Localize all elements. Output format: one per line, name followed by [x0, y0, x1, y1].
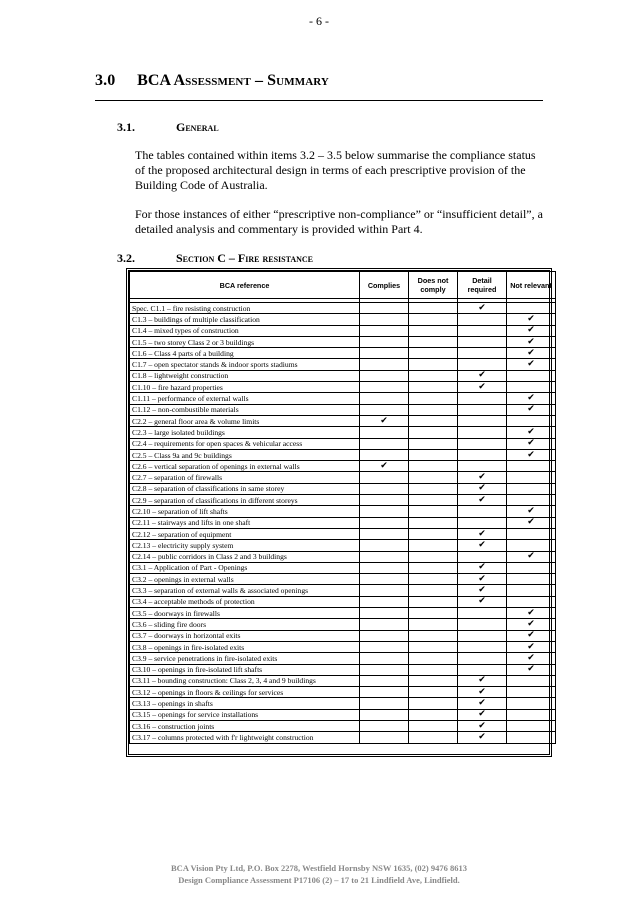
status-cell-detail: [458, 495, 507, 506]
table-row: [130, 495, 556, 506]
bca-reference-cell: C2.10 – separation of lift shafts: [130, 506, 360, 517]
status-cell-complies: [360, 348, 409, 359]
table-row: [130, 574, 556, 585]
checkmark-icon: ✔: [478, 698, 486, 709]
checkmark-icon: ✔: [527, 438, 535, 449]
column-header-detail-required: Detail required: [458, 272, 507, 299]
status-cell-does-not-comply: [409, 461, 458, 472]
status-cell-detail: [458, 551, 507, 562]
checkmark-icon: ✔: [527, 517, 535, 528]
status-cell-does-not-comply: [409, 438, 458, 449]
checkmark-icon: ✔: [478, 381, 486, 392]
bca-reference-cell: C1.12 – non-combustible materials: [130, 404, 360, 415]
status-cell-detail: [458, 449, 507, 460]
status-cell-complies: [360, 449, 409, 460]
status-cell-detail: [458, 517, 507, 528]
status-cell-detail: [458, 720, 507, 731]
table-row: [130, 528, 556, 539]
status-cell-does-not-comply: [409, 348, 458, 359]
table-row: [130, 585, 556, 596]
status-cell-not-relevant: [507, 664, 556, 675]
status-cell-does-not-comply: [409, 336, 458, 347]
status-cell-not-relevant: [507, 303, 556, 314]
status-cell-complies: [360, 574, 409, 585]
table-row: [130, 675, 556, 686]
status-cell-detail: [458, 325, 507, 336]
status-cell-detail: [458, 540, 507, 551]
status-cell-does-not-comply: [409, 540, 458, 551]
status-cell-does-not-comply: [409, 562, 458, 573]
status-cell-complies: [360, 472, 409, 483]
status-cell-does-not-comply: [409, 687, 458, 698]
checkmark-icon: ✔: [527, 347, 535, 358]
status-cell-detail: [458, 675, 507, 686]
general-paragraph-2: For those instances of either “prescriptive non-compliance” or “insufficient detail”, a detailed analysis and commentary is provided within Part 4.: [135, 207, 543, 236]
checkmark-icon: ✔: [478, 528, 486, 539]
checkmark-icon: ✔: [527, 404, 535, 415]
table-row: [130, 382, 556, 393]
status-cell-does-not-comply: [409, 720, 458, 731]
status-cell-not-relevant: [507, 698, 556, 709]
subsection-general-number: 3.1.: [117, 120, 135, 134]
status-cell-does-not-comply: [409, 382, 458, 393]
status-cell-not-relevant: [507, 348, 556, 359]
table-row: [130, 438, 556, 449]
status-cell-detail: [458, 348, 507, 359]
status-cell-detail: [458, 303, 507, 314]
table-row: [130, 596, 556, 607]
bca-reference-cell: C1.11 – performance of external walls: [130, 393, 360, 404]
status-cell-complies: [360, 664, 409, 675]
column-header-not-relevant: Not relevant: [507, 272, 556, 299]
status-cell-complies: [360, 382, 409, 393]
bca-reference-cell: C2.8 – separation of classifications in same storey: [130, 483, 360, 494]
bca-reference-cell: C2.13 – electricity supply system: [130, 540, 360, 551]
status-cell-complies: [360, 528, 409, 539]
checkmark-icon: ✔: [527, 313, 535, 324]
bca-reference-cell: C2.11 – stairways and lifts in one shaft: [130, 517, 360, 528]
column-header-does-not-comply: Does not comply: [409, 272, 458, 299]
status-cell-does-not-comply: [409, 698, 458, 709]
table-row: [130, 506, 556, 517]
status-cell-not-relevant: [507, 619, 556, 630]
table-row: [130, 303, 556, 314]
status-cell-does-not-comply: [409, 415, 458, 426]
bca-reference-cell: C3.2 – openings in external walls: [130, 574, 360, 585]
checkmark-icon: ✔: [478, 302, 486, 313]
checkmark-icon: ✔: [527, 551, 535, 562]
table-row: [130, 619, 556, 630]
checkmark-icon: ✔: [478, 472, 486, 483]
status-cell-complies: [360, 551, 409, 562]
status-cell-detail: [458, 314, 507, 325]
status-cell-detail: [458, 608, 507, 619]
footer-line-2: Design Compliance Assessment P17106 (2) – 17 to 21 Lindfield Ave, Lindfield.: [178, 875, 460, 885]
status-cell-not-relevant: [507, 687, 556, 698]
bca-reference-cell: C2.12 – separation of equipment: [130, 528, 360, 539]
status-cell-not-relevant: [507, 574, 556, 585]
checkmark-icon: ✔: [380, 415, 388, 426]
table-row: [130, 540, 556, 551]
status-cell-not-relevant: [507, 630, 556, 641]
checkmark-icon: ✔: [478, 709, 486, 720]
status-cell-not-relevant: [507, 596, 556, 607]
status-cell-not-relevant: [507, 393, 556, 404]
status-cell-does-not-comply: [409, 314, 458, 325]
status-cell-does-not-comply: [409, 325, 458, 336]
bca-reference-cell: C3.8 – openings in fire-isolated exits: [130, 641, 360, 652]
bca-reference-cell: C2.7 – separation of firewalls: [130, 472, 360, 483]
checkmark-icon: ✔: [380, 460, 388, 471]
checkmark-icon: ✔: [478, 370, 486, 381]
checkmark-icon: ✔: [478, 539, 486, 550]
table-row: [130, 551, 556, 562]
subsection-fire-resistance-title: Section C – Fire resistance: [176, 251, 313, 265]
table-row: [130, 393, 556, 404]
status-cell-does-not-comply: [409, 359, 458, 370]
status-cell-not-relevant: [507, 314, 556, 325]
status-cell-complies: [360, 585, 409, 596]
checkmark-icon: ✔: [527, 505, 535, 516]
status-cell-does-not-comply: [409, 370, 458, 381]
subsection-general-heading: [117, 120, 219, 135]
status-cell-not-relevant: [507, 483, 556, 494]
table-row: [130, 517, 556, 528]
status-cell-detail: [458, 336, 507, 347]
status-cell-complies: [360, 619, 409, 630]
status-cell-not-relevant: [507, 709, 556, 720]
status-cell-complies: [360, 687, 409, 698]
status-cell-detail: [458, 483, 507, 494]
status-cell-complies: [360, 596, 409, 607]
status-cell-complies: [360, 393, 409, 404]
status-cell-complies: [360, 698, 409, 709]
status-cell-does-not-comply: [409, 619, 458, 630]
status-cell-does-not-comply: [409, 653, 458, 664]
status-cell-detail: [458, 619, 507, 630]
status-cell-does-not-comply: [409, 495, 458, 506]
status-cell-detail: [458, 585, 507, 596]
checkmark-icon: ✔: [478, 573, 486, 584]
status-cell-complies: [360, 404, 409, 415]
status-cell-complies: [360, 370, 409, 381]
bca-reference-cell: C1.4 – mixed types of construction: [130, 325, 360, 336]
status-cell-complies: [360, 540, 409, 551]
status-cell-not-relevant: [507, 461, 556, 472]
table-row: [130, 653, 556, 664]
fire-resistance-table: [126, 268, 552, 757]
subsection-general-title: General: [176, 120, 219, 134]
bca-reference-cell: C3.11 – bounding construction: Class 2, 3, 4 and 9 buildings: [130, 675, 360, 686]
status-cell-does-not-comply: [409, 574, 458, 585]
table-row: [130, 359, 556, 370]
status-cell-complies: [360, 517, 409, 528]
status-cell-not-relevant: [507, 562, 556, 573]
status-cell-not-relevant: [507, 517, 556, 528]
checkmark-icon: ✔: [527, 426, 535, 437]
status-cell-complies: [360, 461, 409, 472]
section-heading: [95, 72, 329, 90]
checkmark-icon: ✔: [478, 596, 486, 607]
status-cell-complies: [360, 438, 409, 449]
status-cell-not-relevant: [507, 415, 556, 426]
status-cell-not-relevant: [507, 359, 556, 370]
status-cell-not-relevant: [507, 641, 556, 652]
bca-reference-cell: C3.7 – doorways in horizontal exits: [130, 630, 360, 641]
status-cell-not-relevant: [507, 732, 556, 743]
status-cell-complies: [360, 630, 409, 641]
bca-reference-cell: C3.15 – openings for service installations: [130, 709, 360, 720]
status-cell-not-relevant: [507, 449, 556, 460]
checkmark-icon: ✔: [527, 664, 535, 675]
column-header-complies: Complies: [360, 272, 409, 299]
status-cell-not-relevant: [507, 427, 556, 438]
status-cell-not-relevant: [507, 404, 556, 415]
status-cell-not-relevant: [507, 585, 556, 596]
status-cell-not-relevant: [507, 720, 556, 731]
status-cell-detail: [458, 370, 507, 381]
status-cell-does-not-comply: [409, 585, 458, 596]
bca-reference-cell: C3.6 – sliding fire doors: [130, 619, 360, 630]
status-cell-complies: [360, 495, 409, 506]
status-cell-detail: [458, 427, 507, 438]
bca-reference-cell: C3.12 – openings in floors & ceilings for services: [130, 687, 360, 698]
bca-reference-cell: C3.10 – openings in fire-isolated lift shafts: [130, 664, 360, 675]
bca-reference-cell: C2.9 – separation of classifications in different storeys: [130, 495, 360, 506]
bca-reference-cell: C3.4 – acceptable methods of protection: [130, 596, 360, 607]
bca-reference-cell: C1.5 – two storey Class 2 or 3 buildings: [130, 336, 360, 347]
status-cell-detail: [458, 630, 507, 641]
table-row: [130, 415, 556, 426]
status-cell-complies: [360, 641, 409, 652]
section-heading-title: BCA Assessment – Summary: [137, 72, 329, 89]
status-cell-not-relevant: [507, 528, 556, 539]
bca-reference-cell: C1.6 – Class 4 parts of a building: [130, 348, 360, 359]
checkmark-icon: ✔: [478, 562, 486, 573]
status-cell-not-relevant: [507, 495, 556, 506]
status-cell-does-not-comply: [409, 449, 458, 460]
table-row: [130, 709, 556, 720]
checkmark-icon: ✔: [527, 641, 535, 652]
checkmark-icon: ✔: [527, 336, 535, 347]
table-body: [130, 303, 556, 744]
bca-reference-cell: C3.3 – separation of external walls & associated openings: [130, 585, 360, 596]
table-row: [130, 641, 556, 652]
status-cell-does-not-comply: [409, 551, 458, 562]
status-cell-does-not-comply: [409, 472, 458, 483]
checkmark-icon: ✔: [527, 359, 535, 370]
bca-reference-cell: C3.9 – service penetrations in fire-isolated exits: [130, 653, 360, 664]
checkmark-icon: ✔: [478, 720, 486, 731]
status-cell-detail: [458, 472, 507, 483]
bca-reference-cell: C2.2 – general floor area & volume limits: [130, 415, 360, 426]
checkmark-icon: ✔: [527, 652, 535, 663]
status-cell-complies: [360, 325, 409, 336]
bca-reference-cell: C3.13 – openings in shafts: [130, 698, 360, 709]
table-row: [130, 687, 556, 698]
status-cell-detail: [458, 709, 507, 720]
status-cell-complies: [360, 336, 409, 347]
status-cell-complies: [360, 653, 409, 664]
table-row: [130, 698, 556, 709]
bca-reference-cell: C1.10 – fire hazard properties: [130, 382, 360, 393]
status-cell-detail: [458, 574, 507, 585]
status-cell-does-not-comply: [409, 483, 458, 494]
status-cell-does-not-comply: [409, 664, 458, 675]
status-cell-detail: [458, 438, 507, 449]
heading-rule: [95, 100, 543, 101]
status-cell-does-not-comply: [409, 404, 458, 415]
checkmark-icon: ✔: [527, 393, 535, 404]
status-cell-not-relevant: [507, 653, 556, 664]
status-cell-complies: [360, 562, 409, 573]
table-row: [130, 562, 556, 573]
status-cell-complies: [360, 415, 409, 426]
table-row: [130, 732, 556, 743]
status-cell-detail: [458, 596, 507, 607]
bca-reference-cell: C2.4 – requirements for open spaces & vehicular access: [130, 438, 360, 449]
checkmark-icon: ✔: [478, 483, 486, 494]
bca-reference-cell: C1.7 – open spectator stands & indoor sports stadiums: [130, 359, 360, 370]
table-header-row: [130, 272, 556, 299]
page-number: - 6 -: [309, 14, 329, 28]
status-cell-not-relevant: [507, 675, 556, 686]
checkmark-icon: ✔: [527, 607, 535, 618]
section-heading-number: 3.0: [95, 72, 116, 89]
bca-reference-cell: C3.17 – columns protected with f'r lightweight construction: [130, 732, 360, 743]
status-cell-detail: [458, 382, 507, 393]
bca-reference-cell: C1.8 – lightweight construction: [130, 370, 360, 381]
table-row: [130, 325, 556, 336]
status-cell-complies: [360, 720, 409, 731]
status-cell-does-not-comply: [409, 709, 458, 720]
table-row: [130, 472, 556, 483]
checkmark-icon: ✔: [478, 731, 486, 742]
column-header-bca-reference: BCA reference: [130, 272, 360, 299]
status-cell-detail: [458, 653, 507, 664]
status-cell-does-not-comply: [409, 303, 458, 314]
general-paragraph-1: The tables contained within items 3.2 – 3.5 below summarise the compliance status of the proposed architectural design in terms of each prescriptive provision of the Building Code of Australia.: [135, 148, 536, 192]
status-cell-complies: [360, 732, 409, 743]
table-row: [130, 314, 556, 325]
table-row: [130, 483, 556, 494]
subsection-fire-resistance-heading: [117, 251, 313, 266]
checkmark-icon: ✔: [527, 449, 535, 460]
table-row: [130, 449, 556, 460]
status-cell-does-not-comply: [409, 732, 458, 743]
table-row: [130, 427, 556, 438]
bca-reference-cell: C3.5 – doorways in firewalls: [130, 608, 360, 619]
status-cell-complies: [360, 314, 409, 325]
bca-reference-cell: C2.6 – vertical separation of openings in external walls: [130, 461, 360, 472]
status-cell-does-not-comply: [409, 427, 458, 438]
subsection-fire-resistance-number: 3.2.: [117, 251, 135, 265]
table-row: [130, 348, 556, 359]
table-row: [130, 370, 556, 381]
table-row: [130, 608, 556, 619]
status-cell-not-relevant: [507, 370, 556, 381]
status-cell-complies: [360, 506, 409, 517]
status-cell-does-not-comply: [409, 506, 458, 517]
status-cell-not-relevant: [507, 551, 556, 562]
bca-reference-cell: C3.16 – construction joints: [130, 720, 360, 731]
status-cell-complies: [360, 675, 409, 686]
checkmark-icon: ✔: [478, 686, 486, 697]
table-row: [130, 461, 556, 472]
status-cell-complies: [360, 608, 409, 619]
status-cell-not-relevant: [507, 472, 556, 483]
status-cell-detail: [458, 664, 507, 675]
status-cell-does-not-comply: [409, 517, 458, 528]
footer-line-1: BCA Vision Pty Ltd, P.O. Box 2278, Westfield Hornsby NSW 1635, (02) 9476 8613: [171, 863, 467, 873]
status-cell-does-not-comply: [409, 393, 458, 404]
bca-reference-cell: C2.3 – large isolated buildings: [130, 427, 360, 438]
table-row: [130, 404, 556, 415]
checkmark-icon: ✔: [478, 494, 486, 505]
status-cell-not-relevant: [507, 325, 556, 336]
status-cell-not-relevant: [507, 608, 556, 619]
status-cell-complies: [360, 359, 409, 370]
status-cell-does-not-comply: [409, 675, 458, 686]
checkmark-icon: ✔: [478, 585, 486, 596]
table-row: [130, 336, 556, 347]
status-cell-detail: [458, 732, 507, 743]
status-cell-detail: [458, 528, 507, 539]
status-cell-complies: [360, 427, 409, 438]
status-cell-complies: [360, 709, 409, 720]
status-cell-not-relevant: [507, 506, 556, 517]
bca-reference-cell: C2.5 – Class 9a and 9c buildings: [130, 449, 360, 460]
status-cell-complies: [360, 483, 409, 494]
table-row: [130, 720, 556, 731]
status-cell-does-not-comply: [409, 608, 458, 619]
status-cell-detail: [458, 506, 507, 517]
status-cell-detail: [458, 687, 507, 698]
status-cell-detail: [458, 562, 507, 573]
checkmark-icon: ✔: [478, 675, 486, 686]
status-cell-does-not-comply: [409, 630, 458, 641]
bca-reference-cell: C1.3 – buildings of multiple classification: [130, 314, 360, 325]
checkmark-icon: ✔: [527, 325, 535, 336]
table-row: [130, 664, 556, 675]
status-cell-detail: [458, 404, 507, 415]
status-cell-detail: [458, 461, 507, 472]
status-cell-detail: [458, 698, 507, 709]
status-cell-detail: [458, 393, 507, 404]
status-cell-does-not-comply: [409, 641, 458, 652]
status-cell-does-not-comply: [409, 596, 458, 607]
status-cell-not-relevant: [507, 382, 556, 393]
bca-reference-cell: C3.1 – Application of Part - Openings: [130, 562, 360, 573]
status-cell-not-relevant: [507, 336, 556, 347]
status-cell-complies: [360, 303, 409, 314]
status-cell-not-relevant: [507, 540, 556, 551]
status-cell-not-relevant: [507, 438, 556, 449]
bca-reference-cell: Spec. C1.1 – fire resisting construction: [130, 303, 360, 314]
status-cell-does-not-comply: [409, 528, 458, 539]
checkmark-icon: ✔: [527, 630, 535, 641]
checkmark-icon: ✔: [527, 618, 535, 629]
status-cell-detail: [458, 359, 507, 370]
bca-reference-cell: C2.14 – public corridors in Class 2 and 3 buildings: [130, 551, 360, 562]
status-cell-detail: [458, 415, 507, 426]
table-row: [130, 630, 556, 641]
status-cell-detail: [458, 641, 507, 652]
